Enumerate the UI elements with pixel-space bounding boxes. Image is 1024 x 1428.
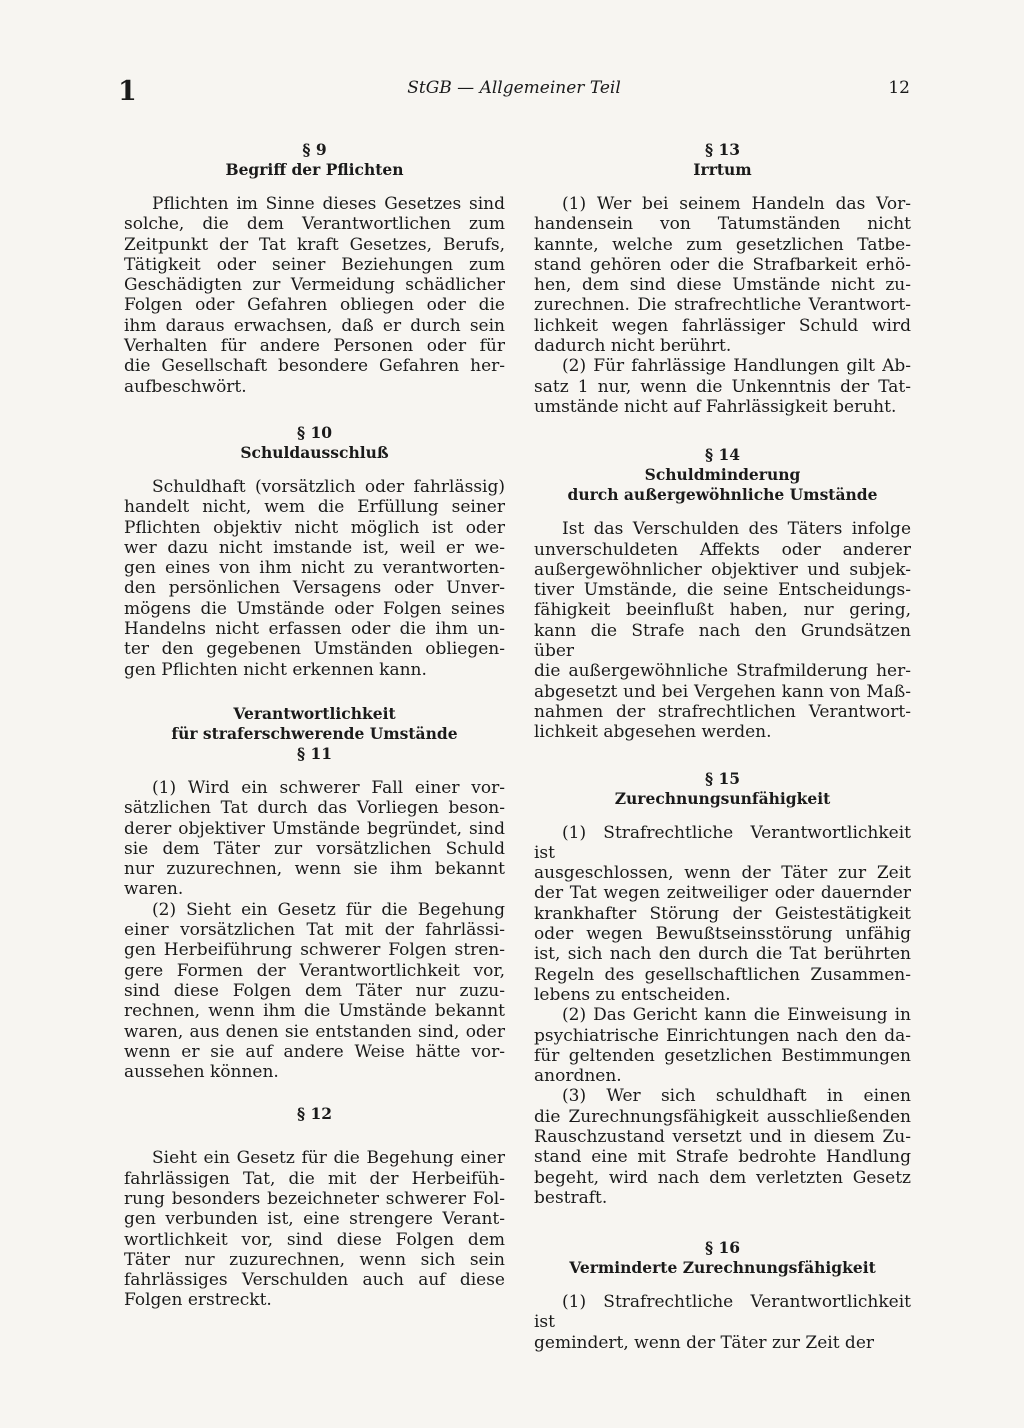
- section-title: Verminderte Zurechnungsfähigkeit: [569, 1258, 876, 1278]
- text-line: Regeln des gesellschaftlichen Zusammen-: [534, 964, 911, 985]
- paragraph: [124, 778, 505, 900]
- text-line: Handelns nicht erfassen oder die ihm un-: [124, 619, 505, 640]
- paragraph: [534, 1086, 911, 1208]
- text-line: zurechnen. Die strafrechtliche Verantwort-: [534, 295, 911, 316]
- text-line: stand gehören oder die Strafbarkeit erhö-: [534, 254, 911, 275]
- text-line: abgesetzt und bei Vergehen kann von Maß-: [534, 681, 911, 702]
- section-number: § 11: [296, 743, 333, 763]
- text-line: stand eine mit Strafe bedrohte Handlung: [534, 1147, 911, 1168]
- text-line: rung besonders bezeichneter schwerer Fol-: [124, 1188, 505, 1209]
- page-number: 12: [888, 78, 910, 98]
- paragraph: [124, 1148, 505, 1310]
- section-11: [124, 704, 505, 1082]
- text-line: wer dazu nicht imstande ist, weil er we-: [124, 537, 505, 558]
- section-10: [124, 423, 505, 680]
- left-column: [124, 140, 505, 1311]
- text-line: der Tat wegen zeitweiliger oder dauernder: [534, 883, 911, 904]
- section-number: § 12: [296, 1104, 333, 1124]
- text-line: fähigkeit beeinflußt haben, nur gering,: [534, 600, 911, 621]
- paragraph: [124, 477, 505, 680]
- text-line: sind diese Folgen dem Täter nur zuzu-: [124, 980, 505, 1001]
- text-line: (1) Wer bei seinem Handeln das Vor-: [562, 194, 911, 214]
- section-13: [534, 140, 911, 417]
- text-line: krankhafter Störung der Geistestätigkeit: [534, 903, 911, 924]
- section-title: Irrtum: [693, 160, 752, 179]
- text-line: (2) Sieht ein Gesetz für die Begehung: [152, 899, 505, 920]
- text-line: gen Herbeiführung schwerer Folgen stren-: [124, 940, 505, 961]
- text-line: für geltenden gesetzlichen Bestimmungen: [534, 1045, 911, 1066]
- text-line: rechnen, wenn ihm die Umstände bekannt: [124, 1001, 505, 1022]
- text-line: Pflichten objektiv nicht möglich ist oder: [124, 517, 505, 538]
- text-line: Pflichten im Sinne dieses Gesetzes sind: [152, 194, 505, 214]
- running-title: StGB — Allgemeiner Teil: [407, 78, 621, 98]
- text-line: solche, die dem Verantwortlichen zum: [124, 214, 505, 235]
- text-line: unverschuldeten Affekts oder anderer: [534, 539, 911, 560]
- paragraph: [534, 1292, 911, 1353]
- text-line: (2) Das Gericht kann die Einweisung in: [562, 1005, 911, 1026]
- text-line: Folgen erstreckt.: [124, 1290, 272, 1311]
- text-line: Ist das Verschulden des Täters infolge: [562, 519, 911, 540]
- text-line: gere Formen der Verantwortlichkeit vor,: [124, 960, 505, 981]
- text-line: Verhalten für andere Personen oder für: [124, 336, 505, 357]
- text-line: Schuldhaft (vorsätzlich oder fahrlässig): [152, 476, 505, 497]
- text-line: umstände nicht auf Fahrlässigkeit beruht.: [534, 396, 897, 417]
- text-line: Zeitpunkt der Tat kraft Gesetzes, Berufs,: [124, 234, 505, 255]
- chapter-number: 1: [118, 76, 137, 107]
- text-line: gemindert, wenn der Täter zur Zeit der: [534, 1332, 874, 1353]
- text-line: die Zurechnungsfähigkeit ausschließenden: [534, 1106, 911, 1127]
- text-line: ist, sich nach den durch die Tat berührten: [534, 944, 911, 965]
- paragraph: [534, 194, 911, 356]
- text-line: waren, aus denen sie entstanden sind, oder: [124, 1021, 505, 1042]
- text-line: bestraft.: [534, 1187, 608, 1208]
- text-line: (1) Strafrechtliche Verantwortlichkeit ist: [534, 1292, 911, 1333]
- text-line: kannte, welche zum gesetzlichen Tatbe-: [534, 234, 911, 255]
- text-line: psychiatrische Einrichtungen nach den da-: [534, 1025, 911, 1046]
- text-line: Folgen oder Gefahren obliegen oder die: [124, 295, 505, 316]
- text-line: sie dem Täter zur vorsätzlichen Schuld: [124, 838, 505, 859]
- text-line: lebens zu entscheiden.: [534, 984, 731, 1005]
- text-line: lichkeit wegen fahrlässiger Schuld wird: [534, 315, 911, 336]
- text-line: die Gesellschaft besondere Gefahren her-: [124, 356, 505, 377]
- text-line: hen, dem sind diese Umstände nicht zu-: [534, 275, 911, 296]
- text-line: handensein von Tatumständen nicht: [534, 214, 911, 235]
- text-line: den persönlichen Versagens oder Unver-: [124, 578, 505, 599]
- text-line: kann die Strafe nach den Grundsätzen über: [534, 620, 911, 662]
- text-line: mögens die Umstände oder Folgen seines: [124, 598, 505, 619]
- section-9: [124, 140, 505, 397]
- text-line: satz 1 nur, wenn die Unkenntnis der Tat-: [534, 376, 911, 397]
- text-line: derer objektiver Umstände begründet, sind: [124, 818, 505, 839]
- text-line: ausgeschlossen, wenn der Täter zur Zeit: [534, 863, 911, 884]
- text-line: Sieht ein Gesetz für die Begehung einer: [152, 1148, 505, 1169]
- text-line: fahrlässiges Verschulden auch auf diese: [124, 1270, 505, 1291]
- text-line: fahrlässigen Tat, die mit der Herbeifüh-: [124, 1168, 505, 1189]
- section-15: [534, 769, 911, 1209]
- text-line: nur zuzurechnen, wenn sie ihm bekannt: [124, 859, 505, 880]
- text-line: tiver Umstände, die seine Entscheidungs-: [534, 580, 911, 601]
- text-line: (2) Für fahrlässige Handlungen gilt Ab-: [562, 356, 911, 377]
- section-14: [534, 445, 911, 742]
- text-line: (1) Wird ein schwerer Fall einer vor-: [152, 777, 505, 798]
- text-line: die außergewöhnliche Strafmilderung her-: [534, 661, 911, 682]
- section-number: § 10: [296, 422, 333, 442]
- paragraph: [534, 1005, 911, 1086]
- text-line: wortlichkeit vor, sind diese Folgen dem: [124, 1229, 505, 1250]
- section-title: Schuldausschluß: [240, 442, 389, 462]
- text-line: ihm daraus erwachsen, daß er durch sein: [124, 315, 505, 336]
- section-title: Schuldminderung durch außergewöhnliche Umstände: [567, 465, 878, 505]
- text-line: (3) Wer sich schuldhaft in einen: [562, 1086, 911, 1107]
- text-line: aufbeschwört.: [124, 376, 247, 397]
- section-number: § 15: [704, 768, 741, 788]
- text-line: begeht, wird nach dem verletzten Gesetz: [534, 1167, 911, 1188]
- text-line: oder wegen Bewußtseinsstörung unfähig: [534, 924, 911, 945]
- text-line: aussehen können.: [124, 1062, 279, 1083]
- text-line: gen verbunden ist, eine strengere Verant-: [124, 1209, 505, 1230]
- text-line: Rauschzustand versetzt und in diesem Zu-: [534, 1126, 911, 1147]
- text-line: Geschädigten zur Vermeidung schädlicher: [124, 275, 505, 296]
- text-line: lichkeit abgesehen werden.: [534, 722, 772, 743]
- text-line: außergewöhnlicher objektiver und subjek-: [534, 559, 911, 580]
- text-line: Täter nur zuzurechnen, wenn sich sein: [124, 1249, 505, 1270]
- paragraph: [534, 519, 911, 742]
- text-line: (1) Strafrechtliche Verantwortlichkeit ist: [534, 822, 911, 863]
- text-line: anordnen.: [534, 1066, 622, 1087]
- text-line: ter den gegebenen Umständen obliegen-: [124, 639, 505, 660]
- text-line: handelt nicht, wem die Erfüllung seiner: [124, 497, 505, 518]
- section-number: § 9: [302, 140, 327, 159]
- right-column: [534, 140, 911, 1353]
- text-line: gen Pflichten nicht erkennen kann.: [124, 659, 427, 680]
- section-title: Begriff der Pflichten: [225, 160, 404, 179]
- paragraph: [124, 900, 505, 1083]
- section-16: [534, 1238, 911, 1353]
- paragraph: [534, 823, 911, 1006]
- text-line: sätzlichen Tat durch das Vorliegen beson-: [124, 798, 505, 819]
- text-line: wenn er sie auf andere Weise hätte vor-: [124, 1041, 505, 1062]
- paragraph: [124, 194, 505, 397]
- text-line: dadurch nicht berührt.: [534, 336, 732, 357]
- text-line: Tätigkeit oder seiner Beziehungen zum: [124, 254, 505, 275]
- section-12: [124, 1104, 505, 1310]
- text-line: waren.: [124, 879, 184, 900]
- section-title: Verantwortlichkeit für straferschwerende Umstände: [171, 703, 458, 743]
- paragraph: [534, 356, 911, 417]
- section-title: Zurechnungsunfähigkeit: [614, 788, 831, 808]
- text-line: einer vorsätzlichen Tat mit der fahrlässi-: [124, 920, 505, 941]
- text-line: nahmen der strafrechtlichen Verantwort-: [534, 701, 911, 722]
- section-number: § 14: [704, 445, 741, 465]
- section-number: § 16: [704, 1238, 741, 1258]
- text-line: gen eines von ihm nicht zu verantworten-: [124, 558, 505, 579]
- section-number: § 13: [704, 140, 741, 159]
- page-header: [118, 74, 910, 106]
